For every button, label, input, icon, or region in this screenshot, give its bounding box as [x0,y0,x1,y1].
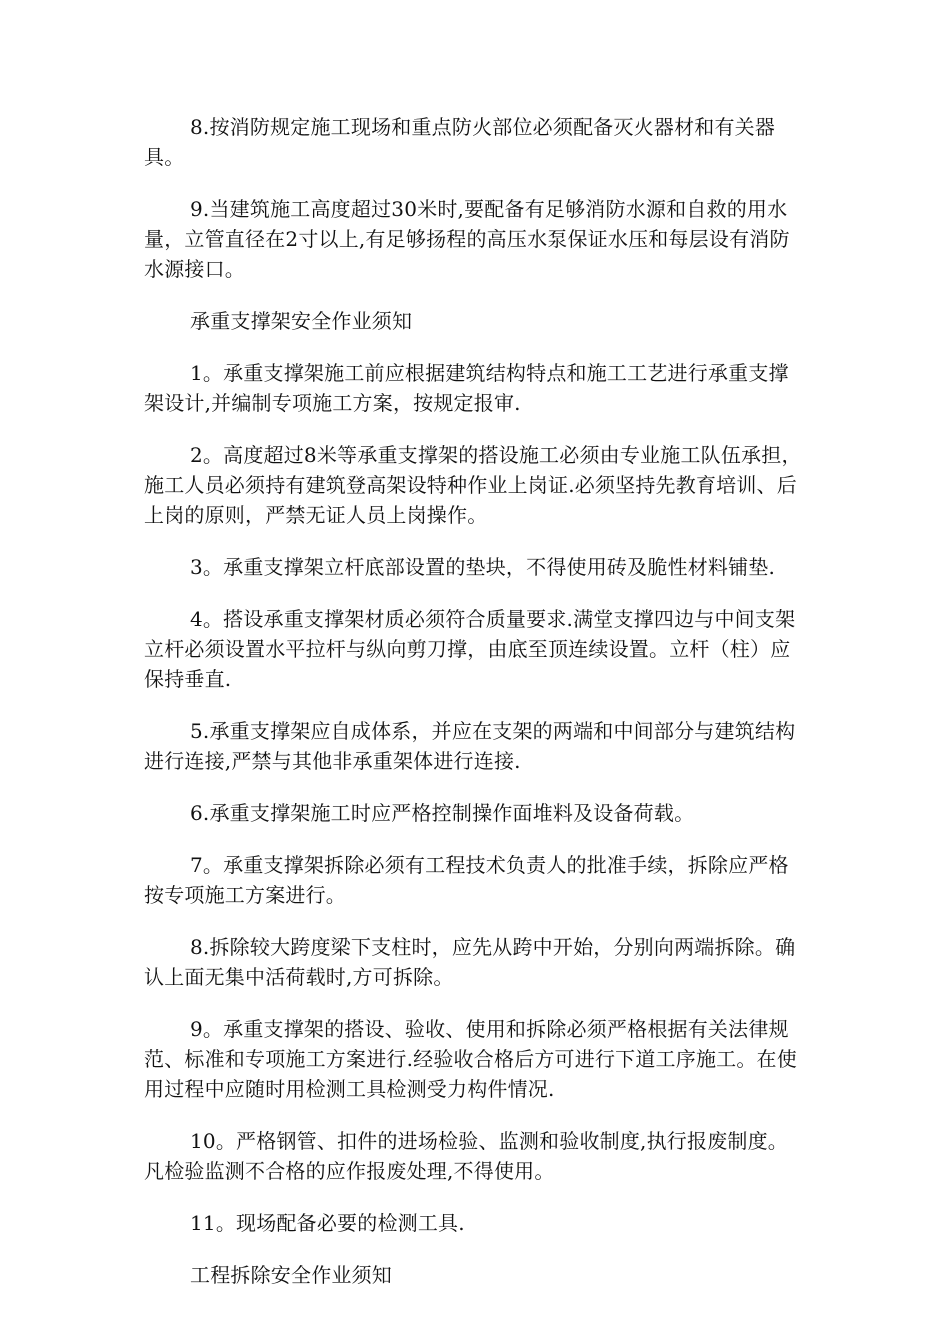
paragraph-fire-water: 9.当建筑施工高度超过30米时,要配备有足够消防水源和自救的用水量，立管直径在2寸以上,有足够扬程的高压水泵保证水压和每层设有消防水源接口。 [144,197,790,281]
paragraph-fire-equipment: 8.按消防规定施工现场和重点防火部位必须配备灭火器材和有关器具。 [144,115,776,169]
paragraph-support-1: 1。承重支撑架施工前应根据建筑结构特点和施工工艺进行承重支撑架设计,并编制专项施工方案，按规定报审. [144,361,789,415]
paragraph-support-10: 10。严格钢管、扣件的进场检验、监测和验收制度,执行报废制度。凡检验监测不合格的应作报废处理,不得使用。 [144,1129,789,1183]
paragraph-support-2: 2。高度超过8米等承重支撑架的搭设施工必须由专业施工队伍承担，施工人员必须持有建筑登高架设特种作业上岗证.必须坚持先教育培训、后上岗的原则，严禁无证人员上岗操作。 [144,443,802,527]
paragraph-support-4: 4。搭设承重支撑架材质必须符合质量要求.满堂支撑四边与中间支架立杆必须设置水平拉杆与纵向剪刀撑，由底至顶连续设置。立杆（柱）应保持垂直. [144,607,796,691]
section-heading-demolition: 工程拆除安全作业须知 [190,1263,392,1287]
paragraph-support-11: 11。现场配备必要的检测工具. [190,1211,465,1235]
paragraph-support-7: 7。承重支撑架拆除必须有工程技术负责人的批准手续，拆除应严格按专项施工方案进行。 [144,853,789,907]
document-body [144,112,808,1312]
paragraph-support-5: 5.承重支撑架应自成体系，并应在支架的两端和中间部分与建筑结构进行连接,严禁与其他非承重架体进行连接. [144,719,796,773]
paragraph-support-9: 9。承重支撑架的搭设、验收、使用和拆除必须严格根据有关法律规范、标准和专项施工方案进行.经验收合格后方可进行下道工序施工。在使用过程中应随时用检测工具检测受力构件情况. [144,1017,797,1101]
paragraph-support-3: 3。承重支撑架立杆底部设置的垫块，不得使用砖及脆性材料铺垫. [190,555,776,579]
paragraph-support-6: 6.承重支撑架施工时应严格控制操作面堆料及设备荷载。 [190,801,695,825]
section-heading-support-frame: 承重支撑架安全作业须知 [190,309,413,333]
paragraph-support-8: 8.拆除较大跨度梁下支柱时，应先从跨中开始，分别向两端拆除。确认上面无集中活荷载时,方可拆除。 [144,935,796,989]
